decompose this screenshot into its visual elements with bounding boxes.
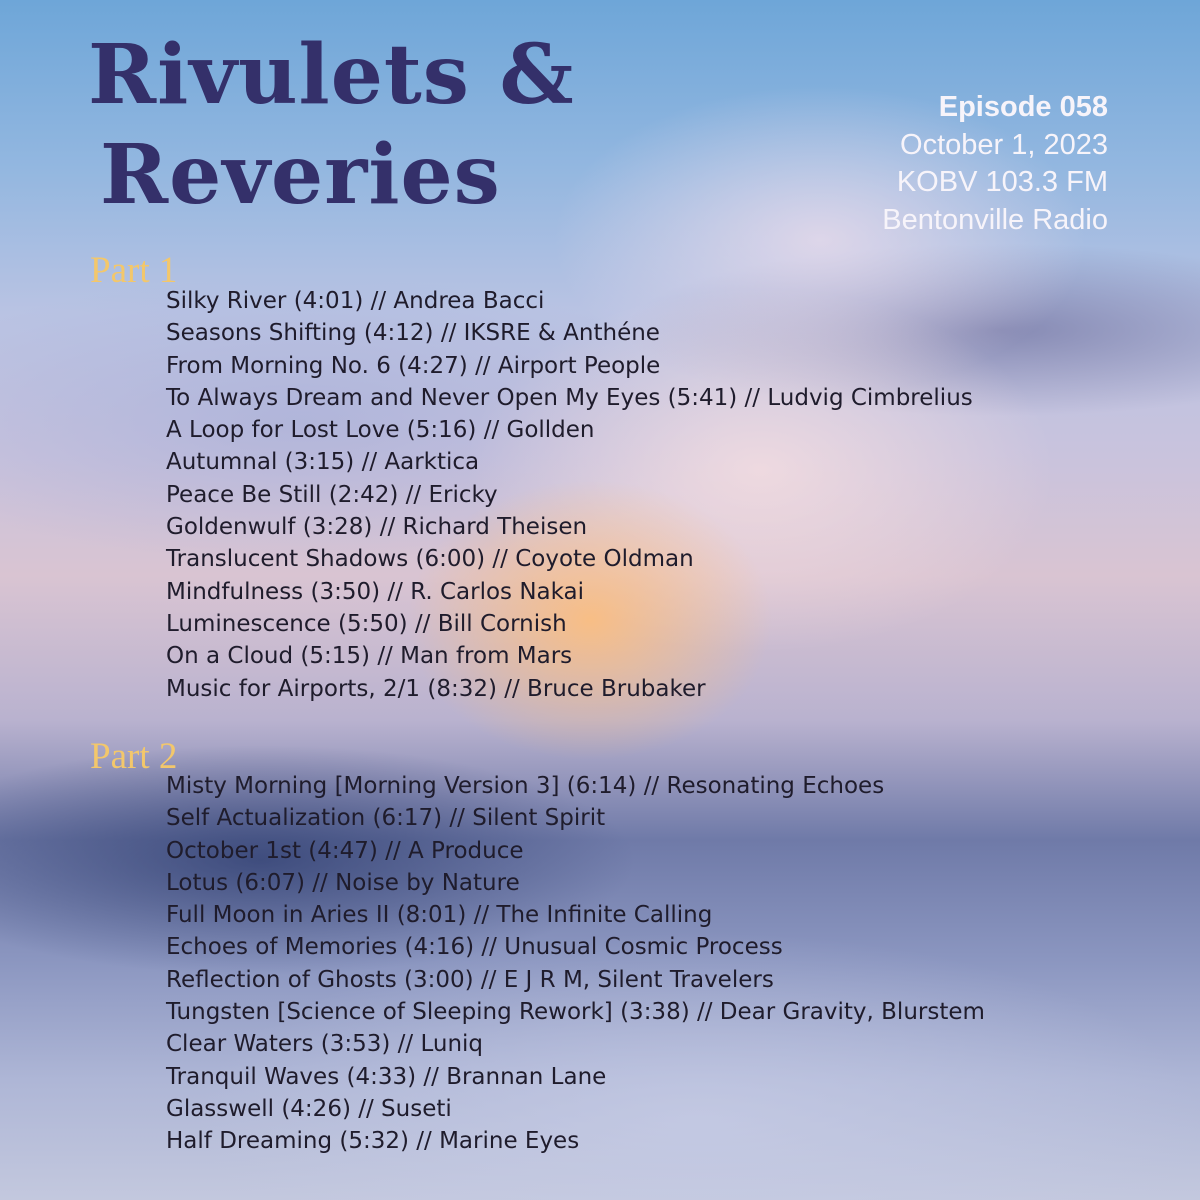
track-item: A Loop for Lost Love (5:16) // Gollden — [166, 417, 595, 444]
show-title-line-2: Reveries — [100, 127, 501, 223]
part-1-track-list — [166, 285, 973, 705]
track-item: Silky River (4:01) // Andrea Bacci — [166, 288, 545, 314]
track-item: Translucent Shadows (6:00) // Coyote Oldman — [166, 546, 694, 573]
track-item: Full Moon in Aries II (8:01) // The Infinite Calling — [166, 902, 713, 929]
track-item: Lotus (6:07) // Noise by Nature — [166, 869, 520, 896]
track-item: Autumnal (3:15) // Aarktica — [166, 449, 480, 476]
track-item: Music for Airports, 2/1 (8:32) // Bruce Brubaker — [166, 675, 706, 702]
track-item: Peace Be Still (2:42) // Ericky — [166, 481, 498, 508]
track-item: Misty Morning [Morning Version 3] (6:14) // Resonating Echoes — [166, 773, 885, 799]
track-item: Glasswell (4:26) // Suseti — [166, 1095, 452, 1122]
track-item: Half Dreaming (5:32) // Marine Eyes — [166, 1128, 580, 1155]
part-2-heading: Part 2 — [90, 736, 178, 777]
track-item: Echoes of Memories (4:16) // Unusual Cosmic Process — [166, 934, 783, 961]
track-item: Reflection of Ghosts (3:00) // E J R M, Silent Travelers — [166, 966, 774, 993]
episode-number: Episode 058 — [938, 91, 1108, 123]
track-item: Clear Waters (3:53) // Luniq — [166, 1031, 484, 1058]
track-item: On a Cloud (5:15) // Man from Mars — [166, 643, 573, 670]
station-frequency: KOBV 103.3 FM — [896, 166, 1108, 198]
track-item: Goldenwulf (3:28) // Richard Theisen — [166, 514, 588, 541]
track-item: To Always Dream and Never Open My Eyes (5:41) // Ludvig Cimbrelius — [166, 384, 973, 411]
part-2-track-list — [166, 770, 985, 1158]
part-1-heading: Part 1 — [90, 250, 178, 291]
track-item: Luminescence (5:50) // Bill Cornish — [166, 610, 567, 637]
track-item: From Morning No. 6 (4:27) // Airport People — [166, 352, 661, 379]
track-item: Self Actualization (6:17) // Silent Spirit — [166, 805, 606, 832]
track-item: Tranquil Waves (4:33) // Brannan Lane — [166, 1063, 607, 1090]
track-item: Mindfulness (3:50) // R. Carlos Nakai — [166, 578, 585, 605]
air-date: October 1, 2023 — [900, 129, 1108, 161]
track-item: October 1st (4:47) // A Produce — [166, 837, 524, 864]
radio-network: Bentonville Radio — [882, 204, 1108, 236]
show-title-line-1: Rivulets & — [88, 27, 575, 123]
track-item: Tungsten [Science of Sleeping Rework] (3:38) // Dear Gravity, Blurstem — [166, 999, 985, 1026]
track-item: Seasons Shifting (4:12) // IKSRE & Anthéne — [166, 320, 660, 347]
